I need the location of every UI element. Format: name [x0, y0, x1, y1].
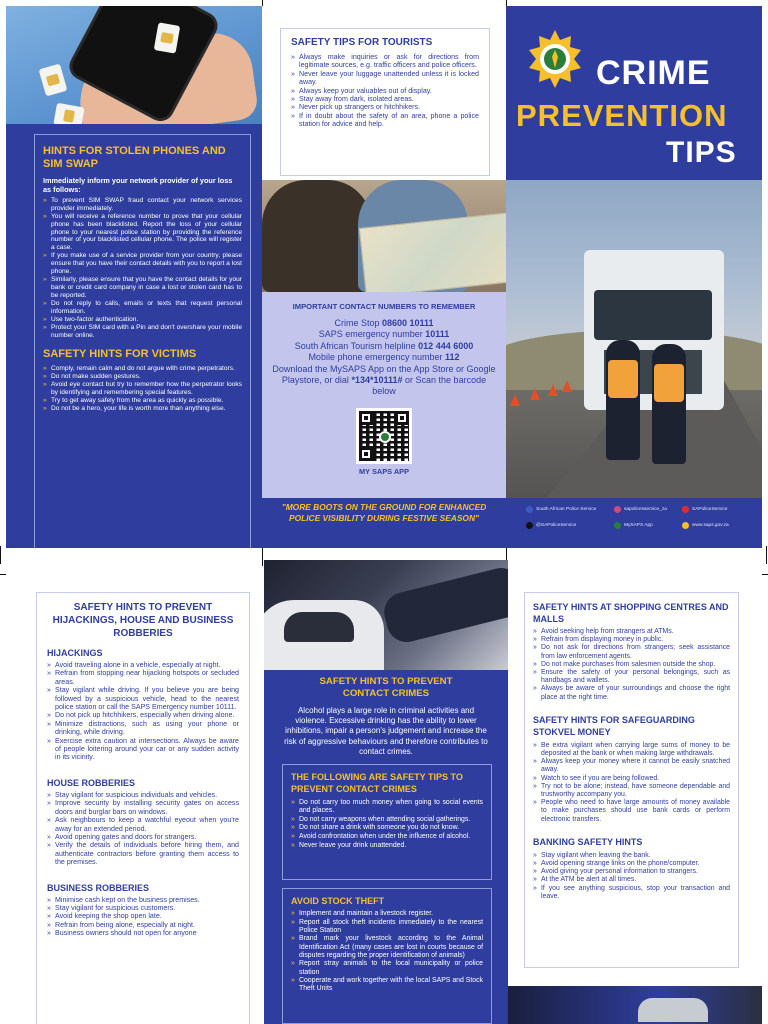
list-item: » Always make inquiries or ask for directions from legitimate sources, e.g. traffic officers and police officers. — [291, 53, 479, 70]
download-text: Download the MySAPS App on the App Store or Google Playstore, or dial — [272, 363, 496, 386]
list-item: » Use two-factor authentication. — [43, 316, 242, 324]
police-vest — [608, 360, 638, 398]
list-item: » Do not carry too much money when going to social events and places. — [291, 799, 483, 815]
saps-label: SAPS emergency number — [318, 329, 423, 340]
list-item: » Refrain from being alone, especially at night. — [47, 921, 239, 929]
panel-tourists — [262, 6, 506, 180]
list-item: » If in doubt about the safety of an area, phone a police station for advice and help. — [291, 112, 479, 129]
list-item: » Brand mark your livestock according to the Animal Identification Act (many cases are lost in courts because of disputes regarding the proper identification of animals) — [291, 935, 483, 960]
stolen-phones-list — [43, 197, 242, 340]
social-item[interactable] — [682, 506, 727, 513]
traffic-cone-icon — [548, 384, 558, 396]
dial-code: *134*10111# — [351, 375, 403, 386]
list-item: » Do not ask for directions from strangers; seek assistance from law enforcement agents. — [533, 644, 730, 660]
social-text: South African Police Service — [536, 507, 597, 512]
contact-crimes-paragraph: Alcohol plays a large role in criminal activities and violence. Excessive drinking has the ability to lower inhibitions, impair a person's judgement and increase the risk of aggressive behaviours and therefore contributes to contact crimes. — [284, 706, 488, 756]
stolen-phones-title: HINTS FOR STOLEN PHONES AND SIM SWAP — [43, 145, 226, 170]
shopping-box — [524, 592, 739, 968]
crop-mark — [766, 546, 767, 564]
contact-crimes-tips-box — [282, 764, 492, 880]
tourism-line — [262, 341, 506, 352]
mobile-label: Mobile phone emergency number — [308, 352, 443, 363]
list-item: » Always keep your valuables out of display. — [291, 87, 479, 95]
photo-phone-sim — [6, 6, 262, 124]
list-item: » People who need to have large amounts of money available to make purchases should use bank cards or perform electronic transfers. — [533, 799, 730, 824]
tourists-list — [291, 53, 479, 129]
panel-contact-crimes — [264, 670, 508, 1024]
list-item: » Minimise cash kept on the business premises. — [47, 896, 239, 904]
list-item: » Do not share a drink with someone you do not know. — [291, 824, 483, 832]
list-item: » Never pick up strangers or hitchhikers. — [291, 103, 479, 111]
list-item: » Always keep your money where it cannot be easily snatched away. — [533, 758, 730, 774]
traffic-cone-icon — [562, 380, 572, 392]
arm-illustration — [380, 564, 508, 646]
list-item: » Refrain from displaying money in public. — [533, 636, 730, 644]
saps-web-icon — [682, 522, 689, 529]
hijackings-section-title: SAFETY HINTS TO PREVENT HIJACKINGS, HOUSE AND BUSINESS ROBBERIES — [52, 602, 234, 639]
cover-title-crime: CRIME — [596, 54, 711, 92]
crop-mark — [262, 546, 263, 566]
list-item: » Cooperate and work together with the local SAPS and Stock Theft Units — [291, 977, 483, 993]
list-item: » Do not be a hero, your life is worth more than anything else. — [43, 405, 242, 413]
panel-hijackings — [6, 586, 262, 1024]
contact-crimes-tips-title: THE FOLLOWING ARE SAFETY TIPS TO PREVENT CONTACT CRIMES — [291, 772, 463, 794]
stokvel-title: SAFETY HINTS FOR SAFEGUARDING STOKVEL MONEY — [533, 714, 695, 737]
list-item: » Avoid eye contact but try to remember how the perpetrator looks by identifying and remembering special features. — [43, 381, 242, 397]
list-item: » Comply, remain calm and do not argue with crime perpetrators. — [43, 365, 242, 373]
list-item: » Try not to be alone; instead, have someone dependable and trustworthy accompany you. — [533, 783, 730, 799]
car-window — [284, 612, 354, 642]
police-officer-illustration — [606, 340, 640, 460]
victims-list — [43, 365, 242, 413]
x-icon — [526, 522, 533, 529]
panel-contacts — [262, 292, 506, 498]
list-item: » Watch to see if you are being followed. — [533, 775, 730, 783]
list-item: » Avoid seeking help from strangers at ATMs. — [533, 628, 730, 636]
saps-badge-icon — [524, 28, 586, 90]
qr-code[interactable] — [356, 408, 412, 464]
social-item[interactable] — [614, 506, 667, 513]
list-item: » Stay vigilant when leaving the bank. — [533, 852, 730, 860]
shopping-list — [533, 628, 730, 702]
crop-mark — [0, 546, 1, 564]
panel-stolen-phones — [6, 124, 262, 548]
list-item: » Ask neighbours to keep a watchful eyeout when you're away for an extended period. — [47, 816, 239, 833]
list-item: » Verify the details of individuals before hiring them, and authenticate contractors before granting them access to the premises. — [47, 841, 239, 866]
cover-title-prevention: PREVENTION — [516, 98, 728, 133]
contact-crimes-tips-list — [291, 799, 483, 850]
quote-band — [262, 498, 506, 548]
hijackings-list — [47, 661, 239, 762]
saps-line — [262, 329, 506, 340]
tourists-box — [280, 28, 490, 176]
list-item: » Refrain from stopping near hijacking hotspots or secluded areas. — [47, 669, 239, 686]
police-officer-illustration — [652, 344, 686, 464]
crime-stop-line — [262, 318, 506, 329]
social-text: MySAPS App — [624, 523, 653, 528]
list-item: » Do not make purchases from salesmen outside the shop. — [533, 661, 730, 669]
social-text: @SAPoliceService — [536, 523, 577, 528]
business-robberies-heading: BUSINESS ROBBERIES — [47, 882, 150, 893]
list-item: » Stay away from dark, isolated areas. — [291, 95, 479, 103]
social-band — [506, 498, 762, 548]
festive-quote: "MORE BOOTS ON THE GROUND FOR ENHANCED POLICE VISIBILITY DURING FESTIVE SEASON" — [281, 502, 487, 523]
cover-title-tips: TIPS — [666, 136, 737, 169]
list-item: » Avoid traveling alone in a vehicle, especially at night. — [47, 661, 239, 669]
stolen-phones-intro: Immediately inform your network provider of your loss as follows: — [43, 176, 233, 194]
banking-title: BANKING SAFETY HINTS — [533, 836, 643, 847]
mysaps-icon — [614, 522, 621, 529]
mobile-number: 112 — [445, 352, 460, 363]
social-item[interactable] — [682, 522, 729, 529]
hijackings-box — [36, 592, 250, 1024]
list-item: » Minimize distractions, such as using your phone or drinking, while driving. — [47, 720, 239, 737]
list-item: » Avoid keeping the shop open late. — [47, 912, 239, 920]
list-item: » Stay vigilant for suspicious customers. — [47, 904, 239, 912]
instagram-icon — [614, 506, 621, 513]
list-item: » Do not carry weapons when attending social gatherings. — [291, 816, 483, 824]
list-item: » Implement and maintain a livestock register. — [291, 910, 483, 918]
saps-logo-icon — [379, 431, 391, 443]
saps-number: 10111 — [425, 329, 450, 340]
tourism-label: South African Tourism helpline — [294, 340, 416, 351]
house-robberies-list — [47, 791, 239, 867]
photo-tourists-map — [262, 180, 506, 292]
social-text: sapolicesservice_za — [624, 507, 667, 512]
list-item: » If you see anything suspicious, stop your transaction and leave. — [533, 885, 730, 901]
facebook-icon — [526, 506, 533, 513]
social-text: www.saps.gov.za — [692, 523, 729, 528]
list-item: » Stay vigilant for suspicious individuals and vehicles. — [47, 791, 239, 799]
list-item: » Improve security by installing security gates on access doors and burglar bars on windows. — [47, 799, 239, 816]
photo-police-truck — [506, 180, 762, 498]
list-item: » Never leave your drink unattended. — [291, 842, 483, 850]
house-robberies-heading: HOUSE ROBBERIES — [47, 777, 136, 788]
crime-stop-label: Crime Stop — [334, 318, 380, 328]
social-item[interactable] — [614, 522, 653, 529]
person-illustration — [262, 180, 372, 292]
qr-corner — [359, 447, 373, 461]
contacts-title: IMPORTANT CONTACT NUMBERS TO REMEMBER — [292, 302, 476, 311]
stock-theft-box — [282, 888, 492, 1024]
sim-card-icon — [53, 103, 84, 124]
traffic-cone-icon — [510, 394, 520, 406]
list-item: » Avoid confrontation when under the influence of alcohol. — [291, 833, 483, 841]
scan-text: or Scan the barcode below — [372, 375, 487, 397]
business-robberies-list — [47, 896, 239, 938]
social-item[interactable] — [526, 506, 596, 513]
list-item: » Report all stock theft incidents immediately to the nearest Police Station — [291, 919, 483, 935]
list-item: » Business owners should not open for anyone — [47, 929, 239, 937]
list-item: » Never leave your luggage unattended unless it is locked away. — [291, 70, 479, 87]
victims-title: SAFETY HINTS FOR VICTIMS — [43, 347, 197, 360]
photo-car-key — [264, 560, 508, 670]
youtube-icon — [682, 506, 689, 513]
list-item: » At the ATM be alert at all times. — [533, 876, 730, 884]
tourists-title: SAFETY TIPS FOR TOURISTS — [291, 37, 433, 48]
traffic-cone-icon — [530, 388, 540, 400]
truck-windshield — [594, 290, 712, 340]
contact-crimes-title: SAFETY HINTS TO PREVENT CONTACT CRIMES — [319, 676, 453, 699]
list-item: » Try to get away safely from the area as quickly as possible. — [43, 397, 242, 405]
crime-stop-number: 08600 10111 — [381, 318, 434, 328]
list-item: » If you make use of a service provider from your country, please ensure that you have their contact details with you to report a lost phone. — [43, 252, 242, 275]
download-line — [262, 364, 506, 398]
panel-shopping — [508, 586, 762, 1024]
list-item: » Exercise extra caution at intersections. Always be aware of people loitering around your car or any sudden activity in its vicinity. — [47, 737, 239, 762]
list-item: » Do not pick up hitchhikers, especially when driving alone. — [47, 711, 239, 719]
list-item: » Do not reply to calls, emails or texts that request personal information. — [43, 300, 242, 316]
police-vest — [654, 364, 684, 402]
stolen-phones-box — [34, 134, 251, 548]
list-item: » You will receive a reference number to prove that your cellular phone has been blacklisted. Report the loss of your cellular phone to your nearest police station by providing the reference number of your blacklisted cellular phone. The police will register a case. — [43, 213, 242, 252]
my-saps-app-label: MY SAPS APP — [358, 466, 410, 476]
crop-mark — [0, 574, 6, 575]
object-illustration — [638, 998, 708, 1022]
qr-corner — [359, 411, 373, 425]
social-text: SAPoliceService — [692, 507, 728, 512]
photo-strip-bottom — [508, 986, 762, 1024]
qr-corner — [395, 411, 409, 425]
list-item: » To prevent SIM SWAP fraud contact your network services provider immediately. — [43, 197, 242, 213]
stokvel-list — [533, 742, 730, 824]
social-item[interactable] — [526, 522, 576, 529]
mobile-line — [262, 352, 506, 363]
banking-list — [533, 852, 730, 901]
panel-cover — [506, 6, 762, 180]
list-item: » Protect your SIM card with a Pin and don't overshare your mobile number online. — [43, 324, 242, 340]
list-item: » Avoid opening strange links on the phone/computer. — [533, 860, 730, 868]
crop-mark — [762, 574, 768, 575]
list-item: » Do not make sudden gestures. — [43, 373, 242, 381]
list-item: » Stay vigilant while driving. If you believe you are being followed by a suspicious vehicle, head to the nearest police station or call the SAPS Emergency number 10111. — [47, 686, 239, 711]
hijackings-heading: HIJACKINGS — [47, 648, 103, 658]
list-item: » Similarly, please ensure that you have the contact details for your bank or credit card company in case a lost or stolen card has to be reported. — [43, 276, 242, 299]
list-item: » Avoid giving your personal information to strangers. — [533, 868, 730, 876]
list-item: » Ensure the safety of your personal belongings, such as handbags and wallets. — [533, 669, 730, 685]
stock-theft-title: AVOID STOCK THEFT — [291, 896, 385, 906]
shopping-title: SAFETY HINTS AT SHOPPING CENTRES AND MALLS — [533, 602, 729, 624]
list-item: » Avoid opening gates and doors for strangers. — [47, 833, 239, 841]
tourism-number: 012 444 6000 — [418, 340, 474, 351]
stock-theft-list — [291, 910, 483, 994]
list-item: » Always be aware of your surroundings and choose the right place at the right time. — [533, 685, 730, 701]
list-item: » Be extra vigilant when carrying large sums of money to be deposited at the bank or when making large withdrawals. — [533, 742, 730, 758]
list-item: » Report stray animals to the local municipality or police station — [291, 960, 483, 976]
sim-card-icon — [39, 64, 68, 97]
